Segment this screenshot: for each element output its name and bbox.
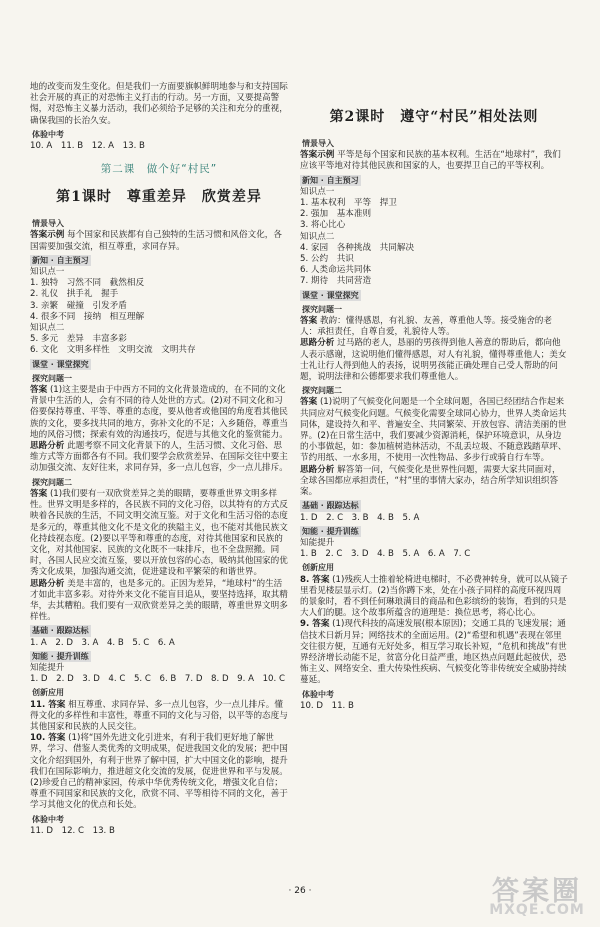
answer-text: 6. 人类命运共同体 bbox=[300, 265, 372, 276]
answer-text: 4. 很多不同 接纳 相互理解 bbox=[30, 311, 145, 322]
answer-text: 解答第一问，气候变化是世界性问题，需要大家共同面对，全球各国都应承担责任，“村”里的事情大家办，结合所学知识组织答案。 bbox=[300, 464, 561, 498]
watermark-logo bbox=[482, 869, 592, 921]
section-heading: 课堂 · 课堂探究 bbox=[302, 290, 359, 300]
answer-text: 2. 礼仪 拱手礼 握手 bbox=[30, 289, 119, 300]
answer-paragraph bbox=[30, 441, 288, 475]
answer-text: 2. 强加 基本准则 bbox=[300, 209, 372, 220]
left-column bbox=[30, 82, 288, 837]
answer-text: 10. A 11. B 12. A 13. B bbox=[30, 141, 145, 152]
answer-paragraph bbox=[300, 338, 568, 383]
answer-paragraph bbox=[30, 826, 288, 837]
answer-paragraph bbox=[300, 575, 568, 620]
answer-paragraph bbox=[300, 619, 568, 686]
answer-text: 5. 公约 共识 bbox=[300, 254, 354, 265]
section-heading: 情景导入 bbox=[32, 219, 64, 229]
section-heading: 创新应用 bbox=[32, 688, 64, 698]
answer-paragraph bbox=[300, 232, 568, 243]
answer-paragraph bbox=[30, 733, 288, 778]
section-heading: 课堂 · 课堂探究 bbox=[32, 359, 89, 369]
section-heading: 体验中考 bbox=[302, 689, 334, 699]
answer-paragraph bbox=[30, 674, 288, 685]
section-heading: 探究问题一 bbox=[302, 304, 342, 314]
answer-label: 思路分析 bbox=[300, 464, 335, 475]
answer-text: 知识点一 bbox=[30, 267, 65, 278]
answer-paragraph bbox=[300, 316, 568, 338]
answer-label: 思路分析 bbox=[30, 578, 65, 589]
answer-paragraph bbox=[300, 276, 568, 287]
answer-paragraph bbox=[30, 323, 288, 334]
section-heading: 新知 · 自主预习 bbox=[302, 175, 359, 185]
answer-text: 1. D 2. C 3. B 4. B 5. A bbox=[300, 512, 420, 523]
section-heading: 知能 · 提升训练 bbox=[32, 651, 89, 661]
answer-text: 平等是每个国家和民族的基本权利。生活在“地球村”，我们应该平等地对待其他民族和国家的人，也要捍卫自己的平等权利。 bbox=[300, 150, 561, 172]
answer-label: 答案 bbox=[30, 385, 48, 396]
section-heading: 体验中考 bbox=[32, 129, 64, 139]
answer-paragraph bbox=[30, 579, 288, 624]
answer-paragraph bbox=[300, 209, 568, 220]
page-number: · 26 · bbox=[288, 886, 312, 896]
answer-text: (1)将“国外先进文化引进来，有利于我们更好地了解世界，学习、借鉴人类优秀的文明成果，促进我国文化的发展；把中国文化介绍到国外，有利于世界了解中国，扩大中国文化的影响，提升我们在国际影响力，推进超文化交流的发展，促进世界和平与发展。 bbox=[30, 733, 288, 777]
answer-text: 5. 多元 差异 丰富多彩 bbox=[30, 334, 127, 345]
answer-label: 10. 答案 bbox=[30, 733, 66, 744]
answer-text: 3. 亲繁 碰撞 引发矛盾 bbox=[30, 300, 127, 311]
answer-label: 答案示例 bbox=[300, 150, 335, 161]
section-heading: 探究问题二 bbox=[302, 386, 342, 396]
answer-paragraph bbox=[30, 278, 288, 289]
answer-paragraph bbox=[30, 663, 288, 674]
answer-label: 11. 答案 bbox=[30, 699, 66, 710]
answer-text: 1. B 2. C 3. D 4. B 5. A 6. A 7. C bbox=[300, 549, 471, 560]
answer-paragraph bbox=[30, 778, 288, 812]
answer-label: 答案 bbox=[300, 397, 318, 408]
section-heading: 体验中考 bbox=[32, 814, 64, 824]
answer-text: (2)珍爱自己的精神家园，传承中华优秀传统文化，增强文化自信；尊重不同国家和民族的文化，欣赏不同、平等相待不同的文化，善于学习其他文化的优点和长处。 bbox=[30, 777, 288, 811]
answer-text: 1. A 2. D 3. A 4. B 5. C 6. A bbox=[30, 637, 175, 648]
answer-text: 美是丰富的，也是多元的。正因为差异，“地球村”的生活才如此丰富多彩。对待外来文化不能盲目追从，要坚持选择，取其精华，去其糟粕。我们要有一双欣赏差异之美的眼睛，尊重世界文明多样性。 bbox=[30, 578, 288, 623]
answer-text: 知能提升 bbox=[300, 537, 335, 548]
answer-paragraph bbox=[30, 334, 288, 345]
lesson-title: 第二课 做个好“村民” bbox=[100, 163, 218, 176]
answer-paragraph bbox=[30, 638, 288, 649]
answer-text: 相互尊重、求同存异、多一点儿包容，少一点儿排斥。懂得文化的多样性和丰富性，尊重不同的文化与习俗，以平等的态度与其他国家和民族的人民交往。 bbox=[30, 699, 288, 732]
answer-text: 知识点一 bbox=[300, 186, 335, 197]
answer-text: 教韵：懂得感恩，有礼貌、友善，尊重他人等。接受施舍的老人：承担责任，自尊自爱，礼貌待人等。 bbox=[300, 316, 552, 338]
answer-paragraph bbox=[30, 301, 288, 312]
answer-text: (1)现代科技的高速发展(根本原因)；交通工具的飞速发展；通信技术日新月异；网络技术的全面运用。(2)“希望和机遇”表现在邻里交往很方便，互通有无好处多，相互学习取长补短，“危机和挑战”有世界经济增长动能不足，贫富分化日益严重，地区热点问题此起彼伏，恐怖主义、网络安全、重大传染性疾病、气候变化等非传统安全威胁持续蔓延。 bbox=[300, 619, 567, 686]
answer-label: 9. 答案 bbox=[300, 619, 330, 630]
answer-text: 7. 期待 共同营造 bbox=[300, 276, 372, 287]
section-title: 第2课时 遵守“村民”相处法则 bbox=[329, 109, 539, 125]
section-heading: 情景导入 bbox=[302, 139, 334, 148]
answer-paragraph bbox=[300, 513, 568, 524]
answer-paragraph bbox=[300, 265, 568, 276]
answer-text: 4. 家园 各种挑战 共同解决 bbox=[300, 242, 415, 253]
section-heading: 新知 · 自主预习 bbox=[32, 255, 89, 265]
answer-text: (1)残疾人士推着轮椅进电梯时，不必费神转身，就可以从镜子里看见楼层显示灯。(2)当你蹲下来，处在小孩子同样的高度环视四周的景象时，看不到任何琳琅满目的商品和色彩缤纷的装饰，看到的只是大人们的腿。这个故事所蕴含的道理是：换位思考，将心比心。 bbox=[300, 574, 568, 619]
section-heading: 探究问题一 bbox=[32, 373, 72, 383]
answer-text: (1)说明了气候变化问题是一个全球问题，各国已经团结合作起来共同应对气候变化问题。气候变化需要全球同心协力，世界人类命运共同体，建设持久和平、普遍安全、共同繁荣、开放包容、清洁美丽的世界。(2)在日常生活中，我们要减少资源消耗，保护环境意识，从身边的小事做起，如：参加植树造林活动，不乱丢垃圾、不随意践踏草坪、节约用纸、一水多用，不使用一次性物品、多步行或骑自行车等。 bbox=[300, 397, 567, 464]
answer-paragraph bbox=[300, 150, 568, 172]
answer-text: 知识点二 bbox=[30, 323, 65, 334]
answer-label: 答案 bbox=[30, 488, 48, 499]
section-heading: 基础 · 跟踪达标 bbox=[302, 501, 359, 511]
answer-paragraph bbox=[300, 397, 568, 464]
answer-paragraph bbox=[30, 312, 288, 323]
answer-label: 答案示例 bbox=[30, 230, 65, 241]
answer-text: 此题考察不同文化背景下的人，生活习惯、文化习俗、思维方式等方面都各有不同。我们要学会欣赏差异、在国际交往中要主动加强交流、友好往来，求同存异，多一点儿包容，少一点儿排斥。 bbox=[30, 441, 288, 474]
answer-paragraph bbox=[300, 198, 568, 209]
answer-text: 3. 将心比心 bbox=[300, 220, 346, 231]
answer-paragraph bbox=[30, 230, 288, 252]
answer-text: 10. D 11. B bbox=[300, 700, 354, 711]
answer-text: 6. 文化 文明多样性 文明交流 文明共存 bbox=[30, 345, 196, 356]
answer-text: (1)我们要有一双欣赏差异之美的眼睛，要尊重世界文明多样性。世界文明是多样的，各民族不同的文化习俗，以其特有的方式反映着各民族的生活，不同文明交流互鉴。对于文化和生活习俗的态度是多元的，尊重其他文化不是文化的狭隘主义，也不能对其他民族文化持歧视态度。(2)要以平等和尊重的态度，对待其他国家和民族的文化，对其他国家、民族的文化既不一味排斥，也不全盘照搬。同时，各国人民应交流互鉴，要以开放包容的心态，吸纳其他国家的优秀文化成果，加强沟通交流，促进建设和平繁荣的和谐世界。 bbox=[30, 488, 288, 578]
section-title: 第1课时 尊重差异 欣赏差异 bbox=[56, 189, 262, 206]
answer-paragraph bbox=[300, 187, 568, 198]
section-heading: 基础 · 跟踪达标 bbox=[32, 626, 89, 636]
watermark-text: 答案圈 bbox=[492, 876, 582, 907]
answer-paragraph bbox=[300, 243, 568, 254]
answer-paragraph bbox=[30, 289, 288, 300]
answer-paragraph bbox=[300, 220, 568, 231]
answer-text: 1. D 2. D 3. D 4. C 5. C 6. B 7. D 8. D 9. A 10. C bbox=[30, 674, 285, 685]
answer-paragraph bbox=[300, 701, 568, 712]
answer-text: 每个国家和民族都有自己独特的生活习惯和风俗文化，各国需要加强交流，相互尊重，求同存异。 bbox=[30, 230, 282, 252]
answer-label: 答案 bbox=[300, 316, 318, 327]
answer-paragraph bbox=[30, 345, 288, 356]
answer-label: 思路分析 bbox=[30, 441, 65, 452]
answer-paragraph bbox=[30, 489, 288, 579]
answer-label: 思路分析 bbox=[300, 338, 335, 349]
answer-label: 8. 答案 bbox=[300, 574, 330, 585]
answer-paragraph bbox=[30, 385, 288, 441]
answer-paragraph bbox=[300, 538, 568, 549]
answer-paragraph bbox=[300, 549, 568, 560]
answer-text: 知能提升 bbox=[30, 662, 65, 673]
answer-paragraph bbox=[30, 267, 288, 278]
watermark-url: MXQE.COM bbox=[489, 902, 585, 918]
answer-text: 过马路的老人，恳丽的男孩得到他人善意的帮助后，都向他人表示感谢，这说明他们懂得感恩，对人有礼貌，懂得尊重他人；美女士礼让行人得到他人的表扬，说明男孩能正确处理自己受人帮助的问题，说明法律和公德都要求我们尊重他人。 bbox=[300, 338, 567, 383]
answer-text: (1)这主要是由于中西方不同的文化背景造成的，在不同的文化背景中生活的人，会有不同的待人处世的方式。(2)对不同文化和习俗要保持尊重、平等、尊重的态度，要从他者或他国的角度看其他民族的文化，要多找共同的地方，弥补文化的不足；入乡随俗，尊重当地的风俗习惯；探索有效的沟通技巧，促进与其他文化的鉴赏能力。 bbox=[30, 385, 288, 440]
answer-text: 11. D 12. C 13. B bbox=[30, 825, 115, 836]
answer-text: 1. 独特 习然不同 截然相反 bbox=[30, 278, 145, 289]
answer-text: 1. 基本权利 平等 捍卫 bbox=[300, 198, 397, 209]
answer-paragraph bbox=[30, 700, 288, 734]
section-heading: 知能 · 提升训练 bbox=[302, 526, 359, 536]
section-heading: 探究问题二 bbox=[32, 477, 72, 487]
answer-paragraph bbox=[300, 465, 568, 499]
answer-paragraph bbox=[300, 254, 568, 265]
answer-paragraph bbox=[30, 82, 288, 127]
answer-paragraph bbox=[30, 141, 288, 152]
answer-text: 地的改变而发生变化。但是我们一方面要旗帜鲜明地参与和支持国际社会开展的真正的对恐怖主义打击的行动。另一方面，又要提高警惕，对恐怖主义暴力活动，我们必须给予足够的关注和充分的重视，确保我国的长治久安。 bbox=[30, 82, 288, 126]
right-column bbox=[300, 96, 568, 712]
answer-text: 知识点二 bbox=[300, 231, 335, 242]
section-heading: 创新应用 bbox=[302, 563, 334, 573]
